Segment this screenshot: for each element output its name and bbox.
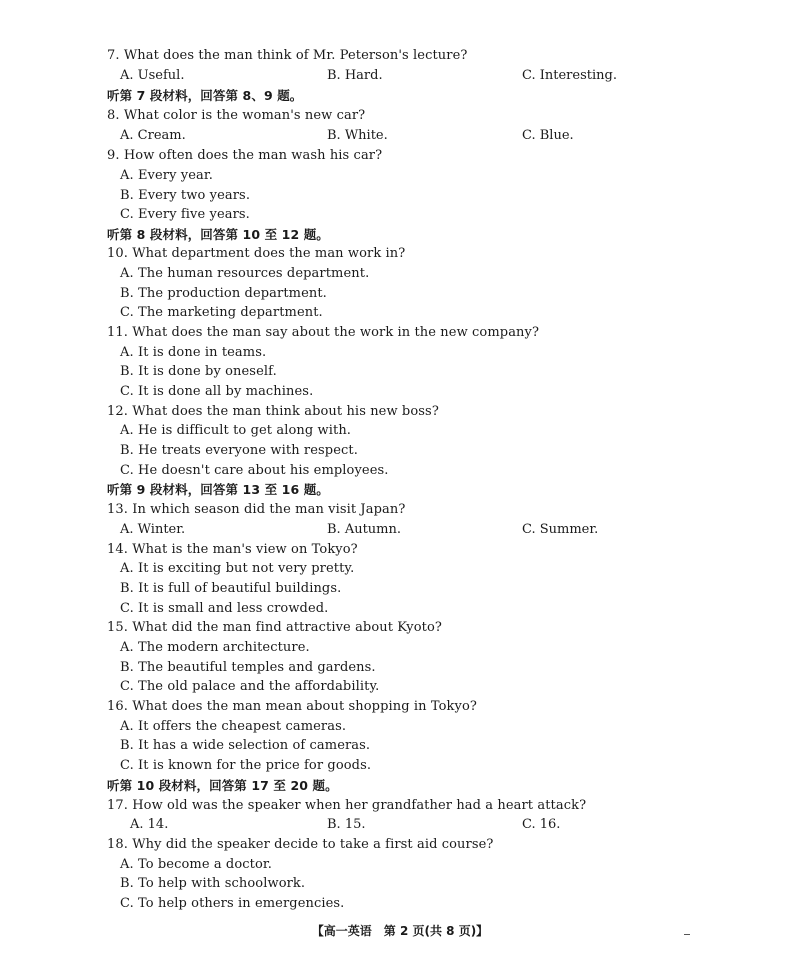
question-10: 10. What department does the man work in? [107, 246, 406, 261]
option-a: A. It is exciting but not very pretty. [120, 561, 355, 576]
option-c: C. The marketing department. [120, 305, 323, 320]
option-a: A. To become a doctor. [120, 857, 273, 872]
option-a: A. He is difficult to get along with. [120, 423, 352, 438]
section-instruction: 听第 10 段材料，回答第 17 至 20 题。 [107, 778, 338, 793]
option-c: C. 16. [522, 817, 561, 832]
section-instruction: 听第 8 段材料，回答第 10 至 12 题。 [107, 227, 329, 242]
question-18: 18. Why did the speaker decide to take a first aid course? [107, 837, 494, 852]
question-7: 7. What does the man think of Mr. Peterson's lecture? [107, 48, 468, 63]
question-14: 14. What is the man's view on Tokyo? [107, 542, 358, 557]
option-a: A. 14. [130, 817, 169, 832]
option-c: C. The old palace and the affordability. [120, 679, 380, 694]
option-c: C. It is done all by machines. [120, 384, 314, 399]
option-b: B. Autumn. [327, 522, 402, 537]
section-instruction: 听第 7 段材料，回答第 8、9 题。 [107, 88, 303, 103]
option-b: B. It has a wide selection of cameras. [120, 738, 371, 753]
option-b: B. Hard. [327, 68, 383, 83]
option-c: C. He doesn't care about his employees. [120, 463, 389, 478]
question-17: 17. How old was the speaker when her grandfather had a heart attack? [107, 798, 587, 813]
option-a: A. Every year. [120, 168, 213, 183]
option-c: C. It is small and less crowded. [120, 601, 329, 616]
option-a: A. The human resources department. [120, 266, 370, 281]
option-c: C. Every five years. [120, 207, 250, 222]
option-a: A. The modern architecture. [120, 640, 310, 655]
question-13: 13. In which season did the man visit Japan? [107, 502, 406, 517]
option-c: C. To help others in emergencies. [120, 896, 345, 911]
option-a: A. It offers the cheapest cameras. [120, 719, 347, 734]
page-footer: 【高一英语 第 2 页(共 8 页)】 [311, 924, 489, 938]
section-instruction: 听第 9 段材料，回答第 13 至 16 题。 [107, 482, 329, 497]
option-b: B. Every two years. [120, 188, 251, 203]
option-a: A. Winter. [120, 522, 186, 537]
option-a: A. It is done in teams. [120, 345, 267, 360]
option-b: B. The beautiful temples and gardens. [120, 660, 376, 675]
option-b: B. He treats everyone with respect. [120, 443, 358, 458]
question-15: 15. What did the man find attractive about Kyoto? [107, 620, 442, 635]
option-c: C. Blue. [522, 128, 574, 143]
option-b: B. It is done by oneself. [120, 364, 277, 379]
option-b: B. White. [327, 128, 388, 143]
question-8: 8. What color is the woman's new car? [107, 108, 366, 123]
option-b: B. To help with schoolwork. [120, 876, 306, 891]
option-a: A. Cream. [120, 128, 186, 143]
option-c: C. It is known for the price for goods. [120, 758, 372, 773]
option-a: A. Useful. [120, 68, 185, 83]
option-c: C. Interesting. [522, 68, 617, 83]
scan-mark [684, 934, 690, 935]
option-c: C. Summer. [522, 522, 599, 537]
question-16: 16. What does the man mean about shopping in Tokyo? [107, 699, 477, 714]
question-12: 12. What does the man think about his new boss? [107, 404, 439, 419]
option-b: B. It is full of beautiful buildings. [120, 581, 342, 596]
question-9: 9. How often does the man wash his car? [107, 148, 383, 163]
question-11: 11. What does the man say about the work in the new company? [107, 325, 540, 340]
option-b: B. The production department. [120, 286, 327, 301]
option-b: B. 15. [327, 817, 366, 832]
